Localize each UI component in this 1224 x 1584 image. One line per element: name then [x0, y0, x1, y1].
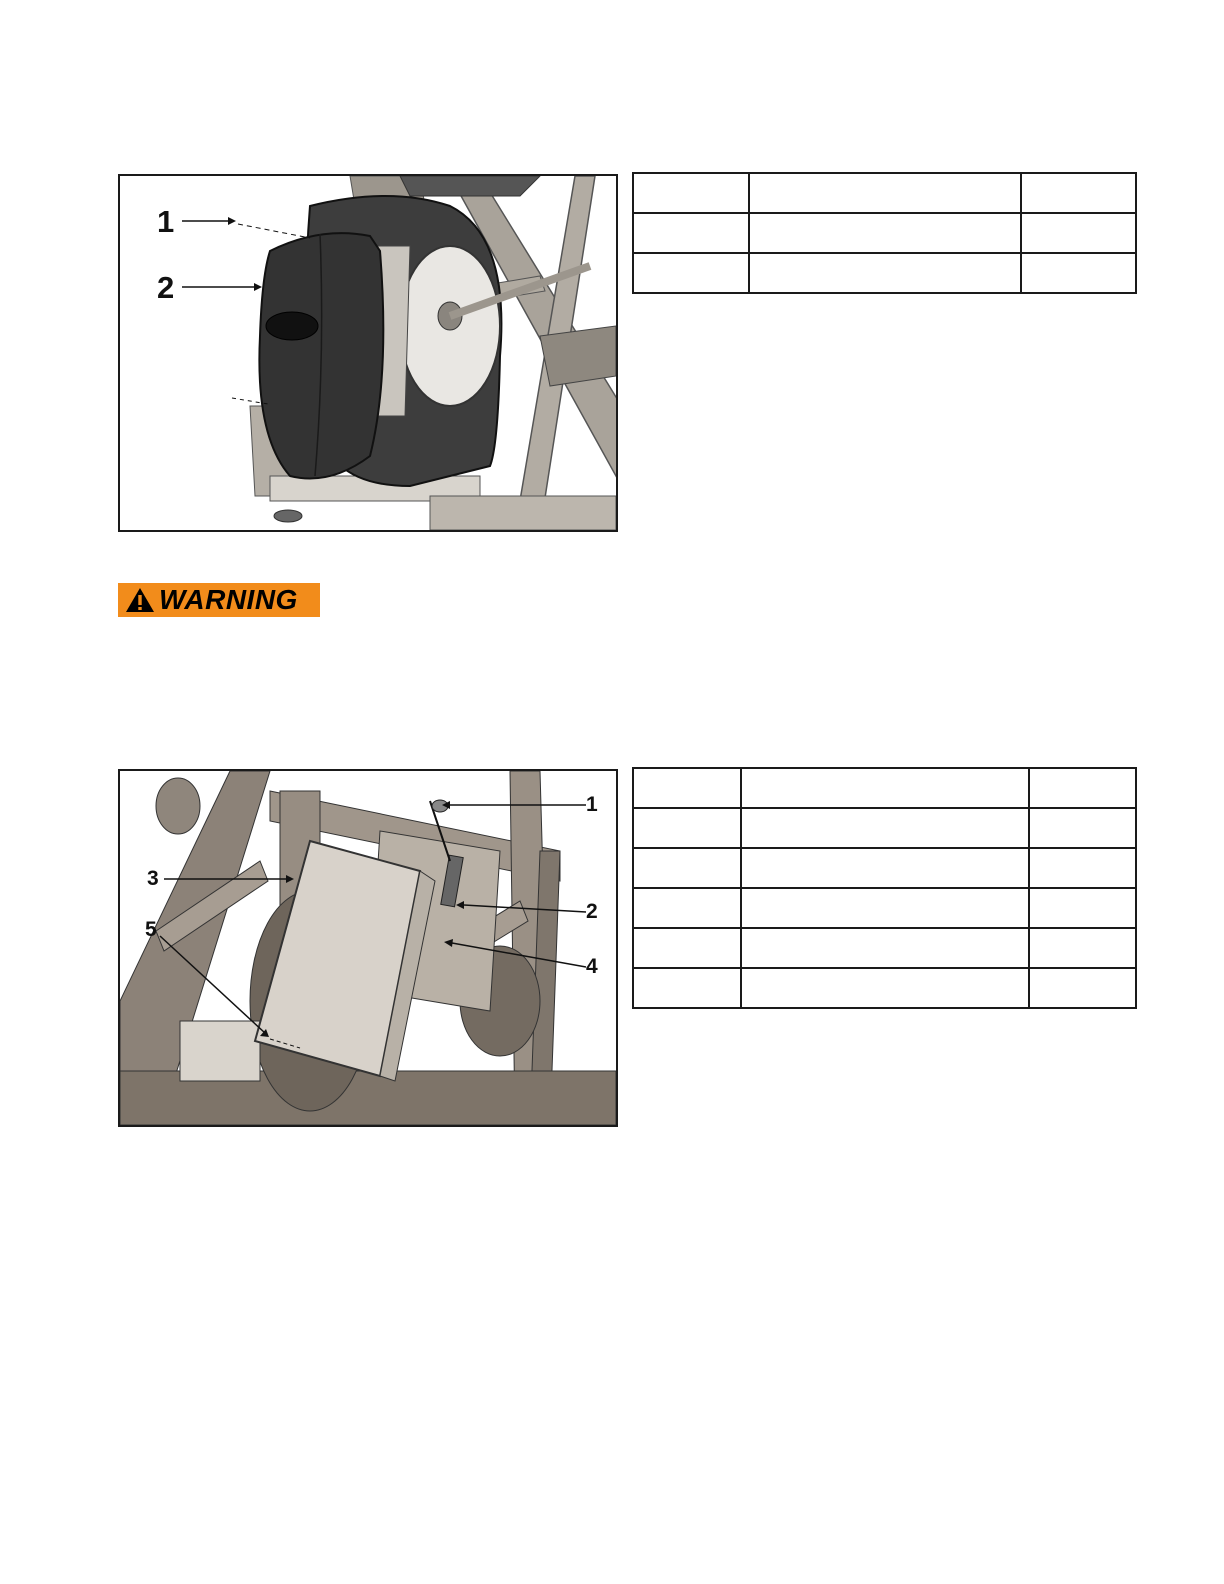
table-cell [1029, 808, 1136, 848]
callout-1: 1 [586, 793, 598, 816]
table-cell [1029, 848, 1136, 888]
table-row [633, 768, 1136, 808]
table-cell [1021, 173, 1136, 213]
table-cell [1021, 213, 1136, 253]
parts-table-figure1 [632, 172, 1137, 294]
table-row [633, 848, 1136, 888]
table-cell [633, 213, 749, 253]
table-cell [633, 173, 749, 213]
table-cell [633, 768, 741, 808]
table-row [633, 808, 1136, 848]
table-cell [749, 253, 1021, 293]
table-cell [633, 253, 749, 293]
figure-shroud-removal [118, 174, 618, 532]
table-cell [1029, 968, 1136, 1008]
table-row [633, 253, 1136, 293]
table-row [633, 928, 1136, 968]
table-row [633, 968, 1136, 1008]
table-cell [1029, 888, 1136, 928]
table-row [633, 173, 1136, 213]
table-cell [633, 848, 741, 888]
table-cell [1029, 768, 1136, 808]
table-cell [741, 848, 1029, 888]
table-cell [741, 968, 1029, 1008]
table-cell [1029, 928, 1136, 968]
callout-2: 2 [157, 270, 175, 305]
callout-1: 1 [157, 204, 175, 239]
table-cell [749, 213, 1021, 253]
table-cell [1021, 253, 1136, 293]
callout-4: 4 [586, 955, 598, 978]
callout-3: 3 [147, 867, 159, 890]
table-row [633, 213, 1136, 253]
table-row [633, 888, 1136, 928]
table-cell [633, 808, 741, 848]
parts-table-figure2 [632, 767, 1137, 1009]
table-cell [633, 968, 741, 1008]
table-cell [741, 768, 1029, 808]
table-cell [633, 928, 741, 968]
table-cell [741, 888, 1029, 928]
control-board-illustration [120, 771, 616, 1125]
callout-2: 2 [586, 900, 598, 923]
table-cell [741, 808, 1029, 848]
shroud-illustration [120, 176, 616, 530]
table-cell [749, 173, 1021, 213]
warning-text: WARNING [159, 584, 298, 615]
warning-label [118, 583, 320, 617]
warning-triangle-icon [124, 586, 156, 614]
table-cell [633, 888, 741, 928]
table-cell [741, 928, 1029, 968]
callout-5: 5 [145, 918, 157, 941]
figure-control-board [118, 769, 618, 1127]
